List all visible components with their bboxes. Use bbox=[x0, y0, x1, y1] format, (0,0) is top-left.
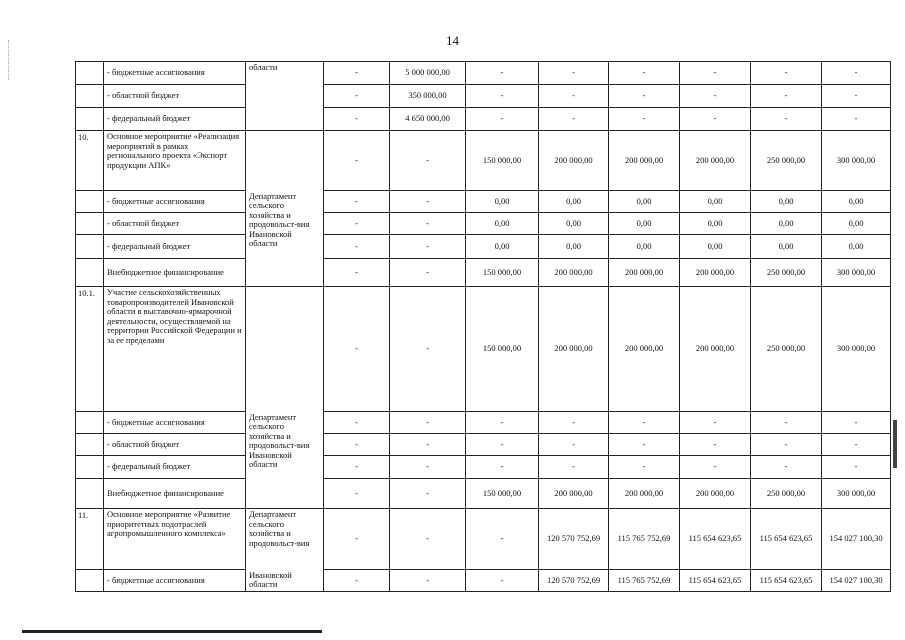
table-row bbox=[76, 259, 891, 287]
value-cell: 115 654 623,65 bbox=[751, 509, 822, 570]
value-cell: - bbox=[324, 213, 390, 235]
value-cell: - bbox=[466, 570, 539, 592]
value-cell: - bbox=[609, 85, 680, 108]
value-cell: - bbox=[324, 509, 390, 570]
value-cell: 200 000,00 bbox=[680, 287, 751, 412]
value-cell: - bbox=[324, 434, 390, 456]
executor-cell bbox=[246, 287, 324, 412]
executor-cell bbox=[246, 85, 324, 108]
row-name: Участие сельскохозяйственных товаропроизводителей Ивановской области в выставочно-ярмарочной деятельности, осуществляемой на территории Российской Федерации и за ее пределами bbox=[104, 287, 246, 412]
value-cell: 250 000,00 bbox=[751, 259, 822, 287]
row-name: - бюджетные ассигнования bbox=[104, 570, 246, 592]
row-name: - областной бюджет bbox=[104, 213, 246, 235]
table-row bbox=[76, 456, 891, 479]
value-cell: - bbox=[680, 62, 751, 85]
executor-cell: Департамент сельского хозяйства и продовольст-вия Ивановской области bbox=[246, 412, 324, 509]
value-cell: 150 000,00 bbox=[466, 259, 539, 287]
value-cell: 300 000,00 bbox=[822, 479, 891, 509]
value-cell: 200 000,00 bbox=[609, 131, 680, 191]
value-cell: - bbox=[539, 85, 609, 108]
table-row bbox=[76, 213, 891, 235]
value-cell: 250 000,00 bbox=[751, 287, 822, 412]
row-number bbox=[76, 85, 104, 108]
value-cell: - bbox=[390, 434, 466, 456]
value-cell: - bbox=[390, 131, 466, 191]
value-cell: - bbox=[390, 570, 466, 592]
value-cell: 0,00 bbox=[751, 191, 822, 213]
value-cell: - bbox=[751, 62, 822, 85]
executor-cell: области bbox=[246, 62, 324, 85]
row-number bbox=[76, 191, 104, 213]
value-cell: - bbox=[390, 259, 466, 287]
value-cell: - bbox=[539, 412, 609, 434]
value-cell: - bbox=[324, 287, 390, 412]
value-cell: 115 654 623,65 bbox=[680, 509, 751, 570]
row-name: - федеральный бюджет bbox=[104, 235, 246, 259]
row-number bbox=[76, 570, 104, 592]
value-cell: - bbox=[466, 62, 539, 85]
value-cell: 200 000,00 bbox=[680, 259, 751, 287]
row-name: - бюджетные ассигнования bbox=[104, 62, 246, 85]
row-name: Внебюджетное финансирование bbox=[104, 259, 246, 287]
value-cell: - bbox=[324, 570, 390, 592]
value-cell: 0,00 bbox=[466, 191, 539, 213]
value-cell: - bbox=[390, 191, 466, 213]
row-name: Внебюджетное финансирование bbox=[104, 479, 246, 509]
table-row bbox=[76, 287, 891, 412]
value-cell: 0,00 bbox=[822, 213, 891, 235]
value-cell: - bbox=[466, 412, 539, 434]
value-cell: 200 000,00 bbox=[680, 131, 751, 191]
executor-cell: Департамент сельского хозяйства и продовольст-вия Ивановской области bbox=[246, 191, 324, 287]
value-cell: - bbox=[466, 456, 539, 479]
value-cell: - bbox=[324, 259, 390, 287]
value-cell: 115 765 752,69 bbox=[609, 509, 680, 570]
value-cell: - bbox=[751, 85, 822, 108]
page-number: 14 bbox=[446, 33, 459, 48]
value-cell: - bbox=[466, 108, 539, 131]
value-cell: - bbox=[822, 108, 891, 131]
value-cell: 200 000,00 bbox=[609, 259, 680, 287]
table-row bbox=[76, 131, 891, 191]
value-cell: 0,00 bbox=[680, 213, 751, 235]
value-cell: 0,00 bbox=[680, 191, 751, 213]
row-number bbox=[76, 434, 104, 456]
value-cell: - bbox=[324, 479, 390, 509]
executor-cell bbox=[246, 108, 324, 131]
row-name: - бюджетные ассигнования bbox=[104, 412, 246, 434]
value-cell: 300 000,00 bbox=[822, 131, 891, 191]
budget-table bbox=[75, 61, 891, 592]
value-cell: - bbox=[609, 456, 680, 479]
executor-cell bbox=[246, 131, 324, 191]
table-row bbox=[76, 412, 891, 434]
table-row bbox=[76, 509, 891, 570]
value-cell: 300 000,00 bbox=[822, 287, 891, 412]
value-cell: 250 000,00 bbox=[751, 131, 822, 191]
row-number bbox=[76, 259, 104, 287]
value-cell: - bbox=[609, 434, 680, 456]
value-cell: 0,00 bbox=[609, 191, 680, 213]
value-cell: - bbox=[390, 509, 466, 570]
value-cell: - bbox=[390, 412, 466, 434]
row-number bbox=[76, 108, 104, 131]
value-cell: - bbox=[390, 213, 466, 235]
row-number: 10. bbox=[76, 131, 104, 191]
value-cell: - bbox=[539, 434, 609, 456]
value-cell: - bbox=[822, 434, 891, 456]
table-row bbox=[76, 62, 891, 85]
row-number bbox=[76, 235, 104, 259]
row-number bbox=[76, 62, 104, 85]
value-cell: - bbox=[324, 191, 390, 213]
value-cell: 0,00 bbox=[539, 191, 609, 213]
scan-margin-mark bbox=[893, 420, 897, 468]
row-name: - бюджетные ассигнования bbox=[104, 191, 246, 213]
value-cell: - bbox=[466, 509, 539, 570]
value-cell: 115 654 623,65 bbox=[751, 570, 822, 592]
row-name: - областной бюджет bbox=[104, 85, 246, 108]
value-cell: 200 000,00 bbox=[539, 287, 609, 412]
value-cell: - bbox=[390, 287, 466, 412]
value-cell: - bbox=[609, 412, 680, 434]
value-cell: - bbox=[680, 85, 751, 108]
row-name: Основное мероприятие «Развитие приоритетных подотраслей агропромышленного комплекса» bbox=[104, 509, 246, 570]
row-name: - областной бюджет bbox=[104, 434, 246, 456]
value-cell: 300 000,00 bbox=[822, 259, 891, 287]
value-cell: - bbox=[390, 479, 466, 509]
value-cell: - bbox=[680, 456, 751, 479]
table-row bbox=[76, 108, 891, 131]
value-cell: - bbox=[609, 62, 680, 85]
value-cell: - bbox=[751, 412, 822, 434]
value-cell: 150 000,00 bbox=[466, 287, 539, 412]
value-cell: 0,00 bbox=[609, 213, 680, 235]
value-cell: - bbox=[680, 412, 751, 434]
executor-cell: Ивановской области bbox=[246, 570, 324, 592]
row-number: 10.1. bbox=[76, 287, 104, 412]
value-cell: 120 570 752,69 bbox=[539, 570, 609, 592]
table-row bbox=[76, 479, 891, 509]
value-cell: - bbox=[680, 434, 751, 456]
value-cell: 200 000,00 bbox=[609, 479, 680, 509]
value-cell: - bbox=[822, 62, 891, 85]
table-row bbox=[76, 434, 891, 456]
value-cell: - bbox=[324, 235, 390, 259]
row-name: - федеральный бюджет bbox=[104, 456, 246, 479]
value-cell: 0,00 bbox=[609, 235, 680, 259]
value-cell: - bbox=[609, 108, 680, 131]
value-cell: 350 000,00 bbox=[390, 85, 466, 108]
value-cell: 200 000,00 bbox=[609, 287, 680, 412]
value-cell: - bbox=[324, 108, 390, 131]
value-cell: - bbox=[680, 108, 751, 131]
value-cell: 0,00 bbox=[466, 235, 539, 259]
row-name: Основное мероприятие «Реализация мероприятий в рамках регионального проекта «Экспорт продукции АПК» bbox=[104, 131, 246, 191]
value-cell: 154 027 100,30 bbox=[822, 570, 891, 592]
value-cell: - bbox=[539, 62, 609, 85]
row-number: 11. bbox=[76, 509, 104, 570]
value-cell: 0,00 bbox=[466, 213, 539, 235]
value-cell: 0,00 bbox=[539, 213, 609, 235]
value-cell: - bbox=[539, 108, 609, 131]
value-cell: 200 000,00 bbox=[539, 479, 609, 509]
value-cell: - bbox=[390, 456, 466, 479]
value-cell: 150 000,00 bbox=[466, 479, 539, 509]
row-number bbox=[76, 456, 104, 479]
value-cell: 200 000,00 bbox=[680, 479, 751, 509]
value-cell: 0,00 bbox=[680, 235, 751, 259]
value-cell: 0,00 bbox=[539, 235, 609, 259]
value-cell: - bbox=[324, 85, 390, 108]
value-cell: - bbox=[466, 85, 539, 108]
value-cell: 150 000,00 bbox=[466, 131, 539, 191]
value-cell: 5 000 000,00 bbox=[390, 62, 466, 85]
value-cell: - bbox=[390, 235, 466, 259]
value-cell: 0,00 bbox=[822, 191, 891, 213]
value-cell: 115 654 623,65 bbox=[680, 570, 751, 592]
value-cell: 0,00 bbox=[751, 235, 822, 259]
value-cell: - bbox=[751, 108, 822, 131]
value-cell: 200 000,00 bbox=[539, 131, 609, 191]
bottom-rule bbox=[22, 630, 322, 633]
row-number bbox=[76, 213, 104, 235]
value-cell: 120 570 752,69 bbox=[539, 509, 609, 570]
executor-cell: Департамент сельского хозяйства и продовольст-вия bbox=[246, 509, 324, 570]
value-cell: 115 765 752,69 bbox=[609, 570, 680, 592]
row-number bbox=[76, 412, 104, 434]
value-cell: - bbox=[751, 434, 822, 456]
value-cell: 0,00 bbox=[822, 235, 891, 259]
value-cell: 4 650 000,00 bbox=[390, 108, 466, 131]
value-cell: 250 000,00 bbox=[751, 479, 822, 509]
value-cell: - bbox=[324, 412, 390, 434]
value-cell: 0,00 bbox=[751, 213, 822, 235]
row-number bbox=[76, 479, 104, 509]
table-row bbox=[76, 85, 891, 108]
value-cell: - bbox=[751, 456, 822, 479]
table-row bbox=[76, 191, 891, 213]
value-cell: - bbox=[539, 456, 609, 479]
value-cell: - bbox=[822, 412, 891, 434]
value-cell: - bbox=[822, 85, 891, 108]
value-cell: 154 027 100,30 bbox=[822, 509, 891, 570]
row-name: - федеральный бюджет bbox=[104, 108, 246, 131]
value-cell: 200 000,00 bbox=[539, 259, 609, 287]
value-cell: - bbox=[324, 62, 390, 85]
value-cell: - bbox=[324, 456, 390, 479]
value-cell: - bbox=[822, 456, 891, 479]
table-row bbox=[76, 235, 891, 259]
value-cell: - bbox=[324, 131, 390, 191]
table-row bbox=[76, 570, 891, 592]
value-cell: - bbox=[466, 434, 539, 456]
